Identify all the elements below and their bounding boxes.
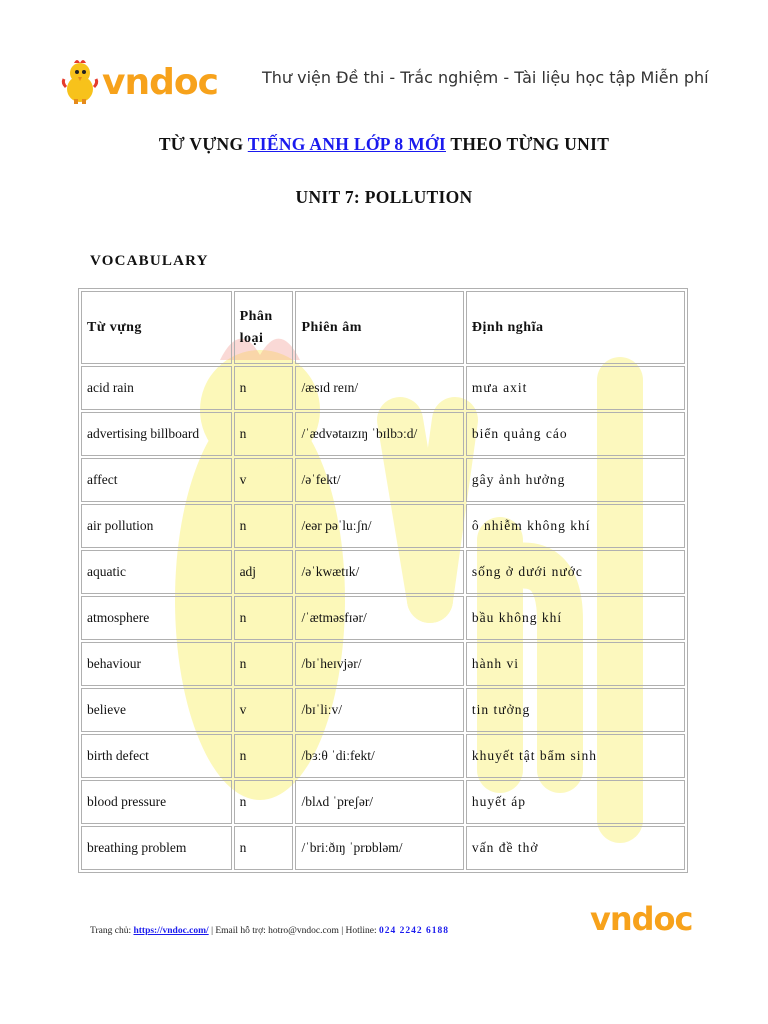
header-pronunciation: Phiên âm [295, 291, 463, 364]
cell-word: advertising billboard [81, 412, 232, 456]
cell-type: n [234, 504, 294, 548]
cell-pronunciation: /bɪˈheɪvjər/ [295, 642, 463, 686]
cell-definition: vấn đề thở [466, 826, 685, 870]
cell-pronunciation: /əˈfekt/ [295, 458, 463, 502]
cell-pronunciation: /ˈbriːðɪŋ ˈprɒbləm/ [295, 826, 463, 870]
cell-definition: mưa axit [466, 366, 685, 410]
table-row [81, 550, 685, 594]
title-link[interactable]: TIẾNG ANH LỚP 8 MỚI [247, 134, 446, 154]
page-header [0, 0, 768, 110]
cell-word: air pollution [81, 504, 232, 548]
cell-type: n [234, 412, 294, 456]
cell-pronunciation: /ˈædvətaɪzɪŋ ˈbɪlbɔːd/ [295, 412, 463, 456]
cell-word: birth defect [81, 734, 232, 778]
cell-type: n [234, 596, 294, 640]
cell-definition: ô nhiễm không khí [466, 504, 685, 548]
cell-word: aquatic [81, 550, 232, 594]
cell-pronunciation: /blʌd ˈpreʃər/ [295, 780, 463, 824]
cell-definition: tin tưởng [466, 688, 685, 732]
cell-pronunciation: /ˈætməsfɪər/ [295, 596, 463, 640]
cell-definition: hành vi [466, 642, 685, 686]
cell-pronunciation: /bɜːθ ˈdiːfekt/ [295, 734, 463, 778]
cell-definition: sống ở dưới nước [466, 550, 685, 594]
cell-pronunciation: /bɪˈliːv/ [295, 688, 463, 732]
table-row [81, 458, 685, 502]
cell-word: behaviour [81, 642, 232, 686]
cell-pronunciation: /æsɪd reɪn/ [295, 366, 463, 410]
footer-middle: | Email hỗ trợ: hotro@vndoc.com | Hotline: [208, 926, 380, 936]
title-prefix: TỪ VỰNG [158, 134, 248, 154]
cell-word: affect [81, 458, 232, 502]
cell-definition: bầu không khí [466, 596, 685, 640]
cell-type: n [234, 734, 294, 778]
cell-type: v [234, 688, 294, 732]
table-row [81, 596, 685, 640]
table-row [81, 688, 685, 732]
cell-word: atmosphere [81, 596, 232, 640]
table-row [81, 826, 685, 870]
unit-title: UNIT 7: POLLUTION [295, 187, 473, 207]
table-row [81, 412, 685, 456]
cell-definition: huyết áp [466, 780, 685, 824]
header-type: Phân loại [234, 291, 294, 364]
header-word: Từ vựng [81, 291, 232, 364]
cell-word: believe [81, 688, 232, 732]
cell-word: blood pressure [81, 780, 232, 824]
cell-type: adj [234, 550, 294, 594]
cell-word: breathing problem [81, 826, 232, 870]
logo-text: vndoc [102, 61, 218, 103]
cell-definition: gây ảnh hưởng [466, 458, 685, 502]
table-row [81, 734, 685, 778]
cell-type: n [234, 366, 294, 410]
page-footer [90, 926, 449, 936]
cell-word: acid rain [81, 366, 232, 410]
footer-hotline: 024 2242 6188 [379, 926, 450, 936]
table-row [81, 366, 685, 410]
table-row [81, 642, 685, 686]
document-title [0, 134, 768, 155]
cell-definition: khuyết tật bẩm sinh [466, 734, 685, 778]
vocabulary-table [78, 288, 688, 873]
cell-type: v [234, 458, 294, 502]
cell-pronunciation: /əˈkwætɪk/ [295, 550, 463, 594]
cell-pronunciation: /eər pəˈluːʃn/ [295, 504, 463, 548]
footer-home-link[interactable]: https://vndoc.com/ [133, 926, 209, 936]
cell-type: n [234, 780, 294, 824]
cell-type: n [234, 642, 294, 686]
title-suffix: THEO TỪNG UNIT [446, 134, 610, 154]
vndoc-logo[interactable] [60, 58, 218, 106]
chicken-mascot-icon [60, 59, 100, 105]
cell-type: n [234, 826, 294, 870]
cell-definition: biển quảng cáo [466, 412, 685, 456]
table-row [81, 504, 685, 548]
table-row [81, 780, 685, 824]
section-heading: VOCABULARY [90, 253, 209, 269]
footer-logo[interactable]: vndoc [590, 900, 693, 938]
footer-prefix: Trang chủ: [90, 926, 134, 936]
site-tagline: Thư viện Đề thi - Trắc nghiệm - Tài liệu học tập Miễn phí [262, 68, 709, 87]
header-definition: Định nghĩa [466, 291, 685, 364]
table-header-row [81, 291, 685, 364]
